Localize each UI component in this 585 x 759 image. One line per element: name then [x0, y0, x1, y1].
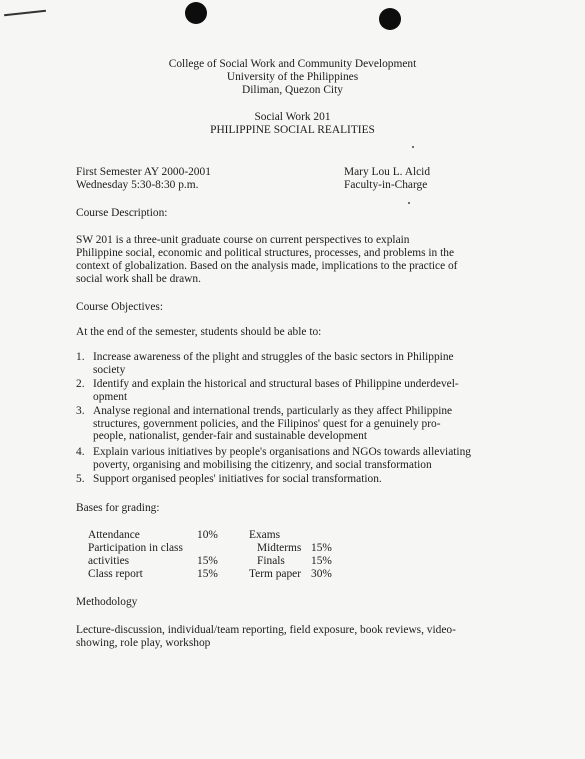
objective-line: Analyse regional and international trends, particularly as they affect Philippine	[93, 405, 453, 417]
objective-number: 4.	[76, 446, 85, 458]
grading-label: Attendance	[88, 529, 140, 541]
objective-line: structures, government policies, and the Filipinos' quest for a genuinely pro-	[93, 417, 441, 430]
grading-heading: Bases for grading:	[76, 502, 160, 514]
grading-label: Class report	[88, 568, 143, 580]
course-code: Social Work 201	[254, 111, 331, 123]
objective-line: poverty, organising and mobilising the citizenry, and social transformation	[93, 458, 432, 471]
faculty-role: Faculty-in-Charge	[344, 179, 428, 191]
methodology-line: Lecture-discussion, individual/team reporting, field exposure, book reviews, video-	[76, 624, 456, 636]
pen-mark	[4, 10, 46, 16]
semester: First Semester AY 2000-2001	[76, 166, 211, 178]
exam-label: Finals	[257, 555, 285, 567]
objectives-intro: At the end of the semester, students should be able to:	[76, 326, 322, 338]
methodology-line: showing, role play, workshop	[76, 637, 211, 649]
description-line: social work shall be drawn.	[76, 273, 201, 285]
punch-hole-left	[185, 2, 207, 24]
college-name: College of Social Work and Community Development	[168, 58, 417, 70]
objective-number: 3.	[76, 405, 85, 417]
location: Diliman, Quezon City	[242, 84, 343, 96]
objective-line: opment	[93, 390, 128, 403]
grading-value: 15%	[197, 555, 218, 567]
course-title: PHILIPPINE SOCIAL REALITIES	[210, 124, 375, 136]
description-line: context of globalization. Based on the analysis made, implications to the practice of	[76, 260, 458, 272]
objective-line: Support organised peoples' initiatives for social transformation.	[93, 473, 382, 485]
description-line: SW 201 is a three-unit graduate course on current perspectives to explain	[76, 234, 410, 246]
objective-number: 2.	[76, 378, 85, 390]
objective-number: 1.	[76, 351, 85, 363]
description-line: Philippine social, economic and political structures, processes, and problems in the	[76, 247, 455, 259]
speck	[412, 146, 414, 148]
objective-line: Identify and explain the historical and structural bases of Philippine underdevel-	[93, 378, 459, 390]
class-time: Wednesday 5:30-8:30 p.m.	[76, 179, 199, 191]
exams-heading: Exams	[249, 529, 281, 541]
objective-line: society	[93, 363, 126, 376]
grading-label: Participation in class	[88, 542, 183, 554]
objective-line: Explain various initiatives by people's organisations and NGOs towards alleviating	[93, 446, 471, 458]
methodology-heading: Methodology	[76, 596, 138, 608]
speck	[408, 202, 410, 204]
punch-hole-right	[379, 8, 401, 30]
exam-value: 15%	[311, 555, 332, 567]
exam-value: 15%	[311, 542, 332, 554]
objectives-heading: Course Objectives:	[76, 301, 163, 313]
description-heading: Course Description:	[76, 207, 168, 219]
objective-number: 5.	[76, 473, 85, 485]
exam-value: 30%	[311, 568, 332, 580]
objective-line: Increase awareness of the plight and struggles of the basic sectors in Philippine	[93, 351, 454, 363]
exam-label: Midterms	[257, 542, 302, 554]
grading-value: 15%	[197, 568, 218, 580]
exam-label: Term paper	[249, 568, 302, 580]
grading-value: 10%	[197, 529, 218, 541]
university-name: University of the Philippines	[226, 71, 359, 83]
faculty-name: Mary Lou L. Alcid	[344, 166, 431, 178]
grading-label: activities	[88, 555, 130, 567]
objective-line: people, nationalist, gender-fair and sustainable development	[93, 430, 368, 442]
